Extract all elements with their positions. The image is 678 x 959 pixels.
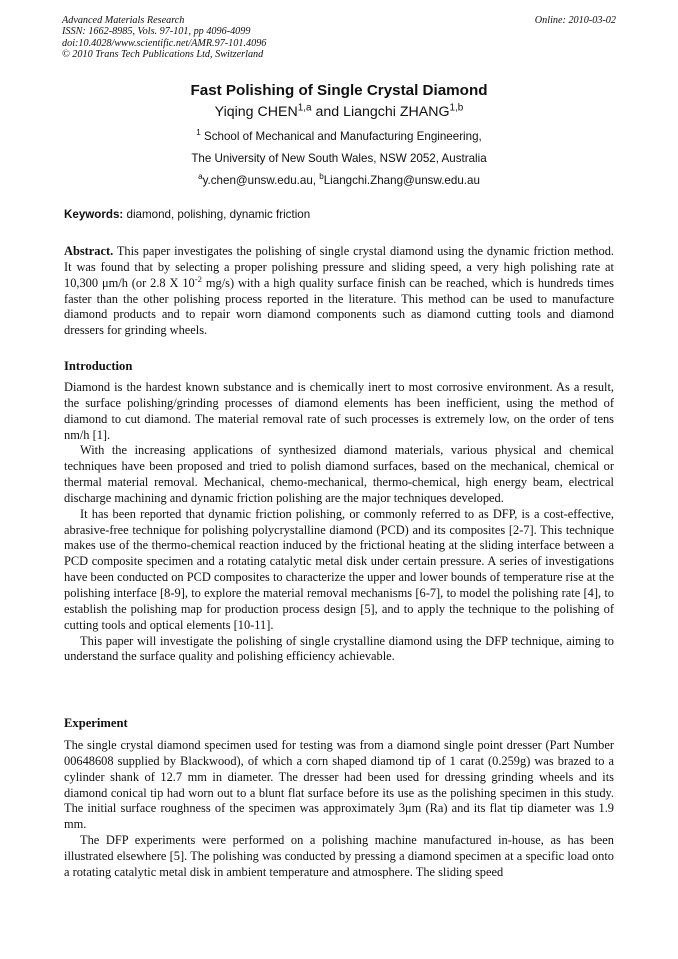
author-2-name: Liangchi ZHANG (343, 104, 450, 120)
intro-paragraph-2: With the increasing applications of synthesized diamond materials, various physical and chemical techniques have been proposed and tried to polish diamond surfaces, based on the mechanical, chemical or thermal material removal. Mechanical, chemo-mechanical, thermo-chemical, high energy beam, electrical discharge machining and dynamic friction polishing are the major techniques developed. (64, 443, 614, 505)
journal-name: Advanced Materials Research (62, 15, 185, 26)
affiliation-marker: 1 (196, 128, 201, 138)
affiliation-emails (0, 174, 678, 187)
journal-copyright: © 2010 Trans Tech Publications Ltd, Switzerland (62, 49, 264, 61)
introduction-heading: Introduction (64, 359, 133, 373)
journal-issn: ISSN: 1662-8985, Vols. 97-101, pp 4096-4099 (62, 26, 251, 38)
email-a[interactable]: y.chen@unsw.edu.au, (202, 174, 320, 187)
intro-paragraph-1: Diamond is the hardest known substance and is chemically inert to most corrosive environment. As a result, the surface polishing/grinding processes of diamond elements has been inefficient, using the method of diamond to cut diamond. The material removal rate of such processes is extremely low, on the order of tens nm/h [1]. (64, 380, 614, 442)
abstract-label: Abstract. (64, 244, 114, 258)
abstract-text-1: This paper investigates the polishing of single crystal diamond using the dynamic friction method. It was found that by selecting a proper polishing pressure and sliding speed, a very high polishing rate at 10,300 μm/h (or 2.8 X 10 (64, 244, 614, 290)
experiment-heading: Experiment (64, 716, 128, 730)
keywords-label: Keywords: (64, 208, 124, 221)
paper-title: Fast Polishing of Single Crystal Diamond (190, 82, 488, 99)
author-line (0, 104, 678, 120)
email-b-marker: b (319, 172, 324, 182)
experiment-paragraph-2: The DFP experiments were performed on a polishing machine manufactured in-house, as has been illustrated elsewhere [5]. The polishing was conducted by pressing a diamond specimen at a specific load onto a rotating catalytic metal disk in ambient temperature and atmosphere. The sliding speed (64, 833, 614, 879)
abstract (64, 244, 614, 339)
author-1-name: Yiqing CHEN (214, 104, 298, 120)
email-b[interactable]: Liangchi.Zhang@unsw.edu.au (323, 174, 480, 187)
experiment-paragraph-1: The single crystal diamond specimen used for testing was from a diamond single point dresser (Part Number 00648608 supplied by Blackwood), of which a corn shaped diamond tip of 1 carat (0.259g) was brazed to a cylinder shank of 12.7 mm in diameter. The dresser had been used for dressing grinding wheels and its diamond conical tip had worn out to a blunt flat surface before its use as the polishing specimen in this study. The initial surface roughness of the specimen was approximately 3μm (Ra) and its flat tip diameter was 1.9 mm. (64, 738, 614, 832)
author-1-affil: 1,a (297, 102, 312, 114)
affiliation-university: The University of New South Wales, NSW 2052, Australia (191, 152, 487, 165)
intro-paragraph-3: It has been reported that dynamic friction polishing, or commonly referred to as DFP, is a cost-effective, abrasive-free technique for polishing polycrystalline diamond (PCD) and its composites [2-7]. This technique makes use of the thermo-chemical reaction induced by the frictional heating at the sliding interface between a PCD composite specimen and a rotating catalytic metal disk under certain pressure. A series of investigations have been conducted on PCD composites to characterize the upper and lower bounds of temperature rise at the polishing interface [8-9], to explore the material removal mechanisms [6-7], to model the polishing rate [4], to establish the polishing map for production process design [5], and to apply the technique to the polishing of cutting tools and optical elements [10-11]. (64, 506, 614, 632)
keywords-line (64, 208, 310, 221)
introduction-body (64, 380, 614, 665)
experiment-body (64, 738, 614, 881)
author-joiner: and (311, 104, 344, 120)
abstract-paragraph (64, 244, 614, 339)
keywords-text: diamond, polishing, dynamic friction (123, 208, 311, 221)
author-2-affil: 1,b (449, 102, 464, 114)
abstract-exponent: -2 (194, 273, 202, 284)
affiliation-school: School of Mechanical and Manufacturing Engineering, (200, 130, 482, 143)
journal-header (62, 15, 622, 61)
intro-paragraph-4: This paper will investigate the polishing of single crystalline diamond using the DFP technique, aiming to understand the surface quality and polishing efficiency achievable. (64, 633, 614, 664)
online-date: Online: 2010-03-02 (534, 15, 616, 26)
affiliation-line-1 (0, 130, 678, 143)
journal-doi: doi:10.4028/www.scientific.net/AMR.97-101.4096 (62, 37, 267, 49)
abstract-text-2: mg/s) with a high quality surface finish can be reached, which is hundreds times faster than the other polishing process reported in the literature. This method can be used to manufacture diamond products and to repair worn diamond components such as diamond cutting tools and diamond dressers for grinding wheels. (64, 275, 614, 338)
email-a-marker: a (198, 172, 203, 182)
